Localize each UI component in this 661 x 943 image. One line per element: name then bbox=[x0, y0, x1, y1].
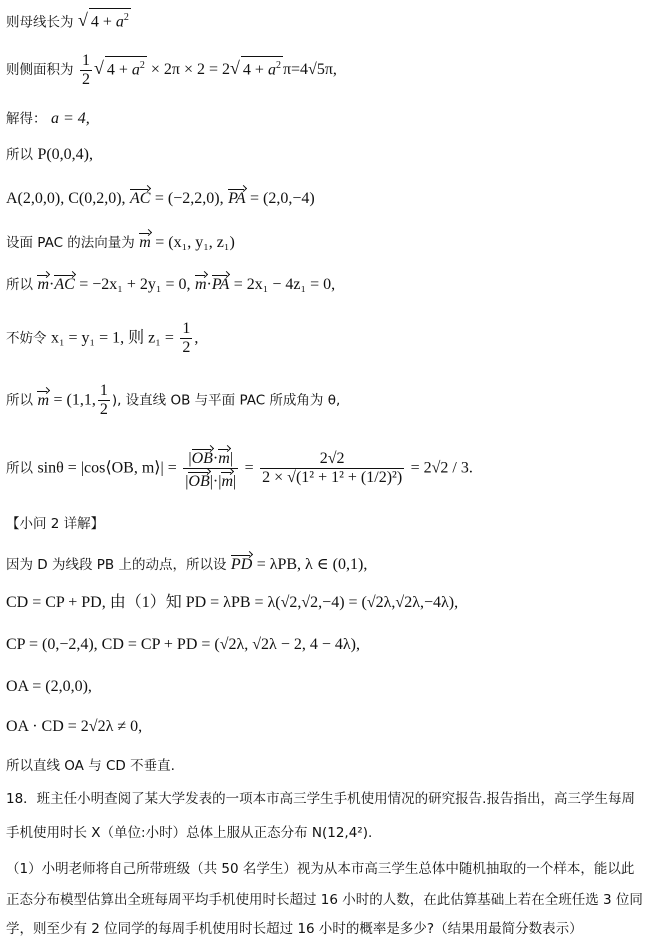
text: 【小问 2 详解】 bbox=[6, 516, 105, 532]
line-dot-products: 所以 m·AC = −2x₁ + 2y₁ = 0, m·PA = 2x₁ − 4z₁ = 0, bbox=[6, 272, 335, 294]
frac-value: $\frac{2√2}{\text{2 × √(1² + 1² + (1/2)²)}}$ bbox=[262, 450, 403, 486]
expr: x₁ = y₁ = 1, 则 z₁ = bbox=[50, 329, 174, 347]
text: 所以 bbox=[6, 392, 33, 409]
line-point-p bbox=[6, 146, 93, 164]
line-normal-vector: 设面 PAC 的法向量为 m = (x₁, y₁, z₁) bbox=[6, 230, 235, 252]
expr-pa: = (2,0,−4) bbox=[250, 190, 315, 207]
text: 学，则至少有 2 位同学的每周手机使用时长超过 16 小时的概率是多少?（结果用最简分数表示） bbox=[6, 921, 583, 937]
expr-left: sinθ = |cos⟨OB, m⟩| = bbox=[37, 459, 177, 477]
line-conclusion bbox=[6, 757, 175, 775]
text: 设面 PAC 的法向量为 bbox=[6, 235, 135, 251]
text: 解得： bbox=[6, 111, 47, 127]
text: 所以直线 OA 与 CD 不垂直. bbox=[6, 758, 175, 774]
line-let: 不妨令 x₁ = y₁ = 1, 则 z₁ = $\frac{1}{2}$ , bbox=[6, 320, 199, 356]
expr-result: = 2√2 / 3. bbox=[410, 459, 473, 477]
expr-points: A(2,0,0), C(0,2,0), bbox=[6, 190, 126, 207]
expr: CP = (0,−2,4), CD = CP + PD = (√2λ, √2λ − 2, 4 − 4λ), bbox=[6, 636, 360, 653]
text: 所以 bbox=[6, 277, 33, 293]
expr: a = 4, bbox=[50, 110, 90, 127]
expr: P(0,0,4), bbox=[37, 146, 94, 163]
line-moving-point: 因为 D 为线段 PB 上的动点，所以设 PD = λPB, λ ∈ (0,1), bbox=[6, 552, 367, 574]
expr-2: = 2x₁ − 4z₁ = 0, bbox=[233, 276, 336, 293]
expr: CD = CP + PD, 由（1）知 PD = λPB = λ(√2,√2,−4) = (√2λ,√2λ,−4λ), bbox=[6, 594, 459, 611]
expr: = (x₁, y₁, z₁) bbox=[155, 234, 235, 251]
text: （1）小明老师将自己所带班级（共 50 名学生）视为从本市高三学生总体中随机抽取的一个样本，能以此 bbox=[6, 861, 635, 877]
text: 则母线长为 bbox=[6, 14, 74, 31]
frac-ob-m: $\frac{|OB\cdot m|}{|OB|\cdot|m|}$ bbox=[183, 446, 238, 491]
q18-line-1 bbox=[6, 790, 635, 808]
text: 所以 bbox=[6, 460, 33, 477]
line-lateral-area bbox=[6, 52, 337, 89]
line-points-vectors: A(2,0,0), C(0,2,0), AC = (−2,2,0), PA = (2,0,−4) bbox=[6, 186, 315, 208]
expr-1: = −2x₁ + 2y₁ = 0, bbox=[79, 276, 191, 293]
line-generatrix bbox=[6, 8, 131, 31]
text: 手机使用时长 X（单位:小时）总体上服从正态分布 N(12,4²). bbox=[6, 825, 373, 841]
expr-ac: = (−2,2,0), bbox=[154, 190, 224, 207]
line-solve bbox=[6, 110, 90, 128]
q18-line-5 bbox=[6, 920, 583, 938]
line-oa-cd bbox=[6, 718, 142, 736]
text-b: ), 设直线 OB 与平面 PAC 所成角为 θ, bbox=[111, 392, 341, 409]
expr: = λPB, λ ∈ (0,1), bbox=[256, 556, 368, 573]
q18-line-4 bbox=[6, 891, 643, 909]
expr-lateral-area: $\frac{1}{2}$ √ $4 + a^2 \times 2\pi \times 2 = 2√$ $4 + a^2$ π=4√5π, bbox=[81, 52, 337, 88]
expr: OA · CD = 2√2λ ≠ 0, bbox=[6, 718, 143, 735]
line-cp bbox=[6, 636, 360, 654]
text: 因为 D 为线段 PB 上的动点，所以设 bbox=[6, 557, 227, 573]
q18-line-2 bbox=[6, 824, 372, 842]
expr: OA = (2,0,0), bbox=[6, 678, 92, 695]
line-sin-theta: 所以 sinθ = |cos⟨OB, m⟩| = $\frac{|OB\cdot m|}{|OB|\cdot|m|}$ = $\frac{2√2}{\text{2 × √(1² + 1² + (1/2)²)}}$ = 2√2 / 3. bbox=[6, 446, 473, 491]
result: =4√5π, bbox=[291, 61, 337, 79]
text: 则侧面积为 bbox=[6, 62, 74, 79]
expr-sqrt-4-a2: √ $4 + a^2$ bbox=[78, 13, 131, 30]
line-cd bbox=[6, 594, 458, 612]
line-oa bbox=[6, 678, 92, 696]
text: 正态分布模型估算出全班每周平均手机使用时长超过 16 小时的人数，在此估算基础上若在全班任选 3 位同 bbox=[6, 892, 643, 908]
text: 不妨令 bbox=[6, 330, 47, 347]
expr: = (1,1, bbox=[53, 391, 96, 409]
text: 所以 bbox=[6, 147, 33, 163]
line-normal-result: 所以 m = (1,1, $\frac{1}{2}$ ), 设直线 OB 与平面 PAC 所成角为 θ, bbox=[6, 382, 341, 418]
text: 18．班主任小明查阅了某大学发表的一项本市高三学生手机使用情况的研究报告.报告指出，高三学生每周 bbox=[6, 791, 635, 807]
q18-line-3 bbox=[6, 860, 634, 878]
section-heading bbox=[6, 515, 104, 533]
